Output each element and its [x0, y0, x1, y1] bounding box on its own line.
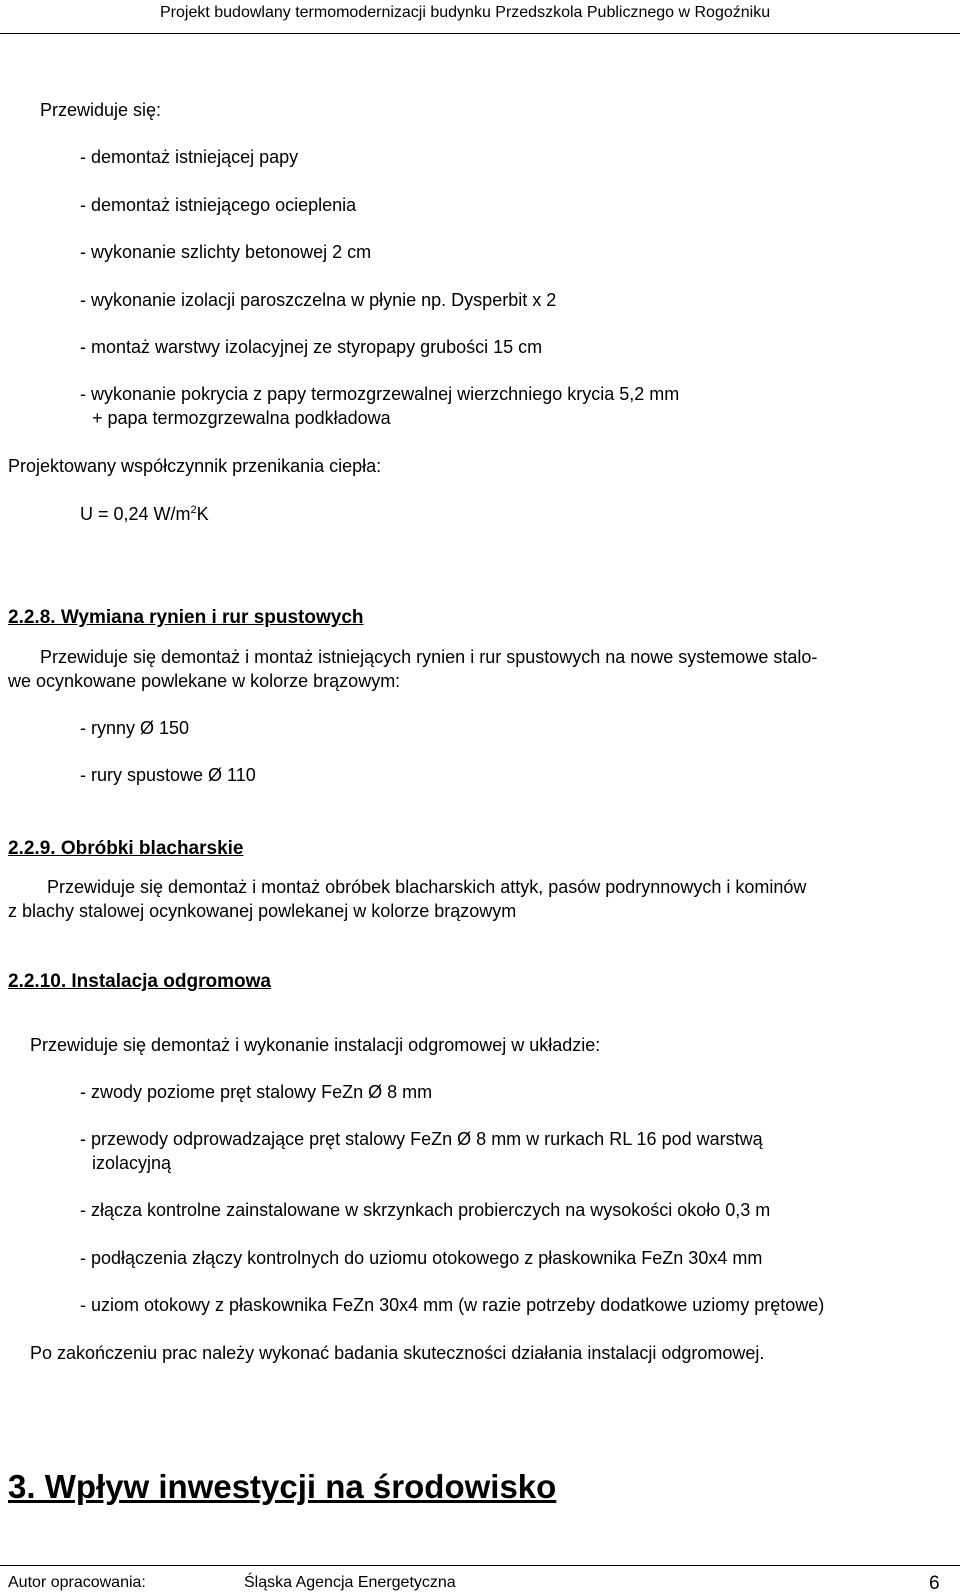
footer-divider: [0, 1565, 960, 1566]
lightning-list-item: - złącza kontrolne zainstalowane w skrzynkach probierczych na wysokości około 0,3 m: [80, 1200, 771, 1220]
section-heading-3: 3. Wpływ inwestycji na środowisko: [8, 1468, 557, 1505]
lightning-list-item-continuation: izolacyjną: [92, 1153, 172, 1173]
section-2-2-10-intro: Przewiduje się demontaż i wykonanie instalacji odgromowej w układzie:: [30, 1035, 601, 1055]
section-2-2-8-paragraph-line: we ocynkowane powlekane w kolorze brązowym:: [8, 671, 401, 691]
roof-list-item: - wykonanie izolacji paroszczelna w płynie np. Dysperbit x 2: [80, 290, 557, 310]
roof-list-item: - wykonanie pokrycia z papy termozgrzewalnej wierzchniego krycia 5,2 mm: [80, 384, 680, 404]
footer-author-name: Śląska Agencja Energetyczna: [244, 1574, 456, 1591]
roof-list-item: - demontaż istniejącej papy: [80, 147, 299, 167]
section-heading-2-2-9: 2.2.9. Obróbki blacharskie: [8, 838, 244, 859]
downpipe-list-item: - rury spustowe Ø 110: [80, 765, 256, 785]
lightning-list-item: - zwody poziome pręt stalowy FeZn Ø 8 mm: [80, 1082, 433, 1102]
lightning-list-item: - przewody odprowadzające pręt stalowy FeZn Ø 8 mm w rurkach RL 16 pod warstwą: [80, 1129, 763, 1149]
roof-list-item-continuation: + papa termozgrzewalna podkładowa: [92, 408, 391, 428]
section-2-2-9-paragraph-line: z blachy stalowej ocynkowanej powlekanej w kolorze brązowym: [8, 901, 517, 921]
roof-intro: Przewiduje się:: [40, 100, 162, 120]
heat-coefficient-label: Projektowany współczynnik przenikania ciepła:: [8, 456, 382, 476]
gutter-list-item: - rynny Ø 150: [80, 718, 190, 738]
footer-author-label: Autor opracowania:: [8, 1574, 146, 1591]
header-divider: [0, 33, 960, 34]
section-2-2-10-closing: Po zakończeniu prac należy wykonać badania skuteczności działania instalacji odgromowej.: [30, 1343, 765, 1363]
roof-list-item: - montaż warstwy izolacyjnej ze styropapy grubości 15 cm: [80, 337, 543, 357]
heat-coefficient-value: U = 0,24 $W/m^2K$: [80, 504, 209, 524]
section-2-2-9-paragraph-line: Przewiduje się demontaż i montaż obróbek blacharskich attyk, pasów podrynnowych i kominów: [47, 877, 807, 897]
running-header-title: Projekt budowlany termomodernizacji budynku Przedszkola Publicznego w Rogoźniku: [160, 4, 771, 21]
page-number: 6: [929, 1573, 940, 1594]
roof-list-item: - demontaż istniejącego ocieplenia: [80, 195, 357, 215]
section-heading-2-2-10: 2.2.10. Instalacja odgromowa: [8, 971, 271, 992]
roof-list-item: - wykonanie szlichty betonowej 2 cm: [80, 242, 372, 262]
lightning-list-item: - podłączenia złączy kontrolnych do uziomu otokowego z płaskownika FeZn 30x4 mm: [80, 1248, 763, 1268]
lightning-list-item: - uziom otokowy z płaskownika FeZn 30x4 mm (w razie potrzeby dodatkowe uziomy prętowe): [80, 1295, 825, 1315]
section-heading-2-2-8: 2.2.8. Wymiana rynien i rur spustowych: [8, 607, 364, 628]
section-2-2-8-paragraph-line: Przewiduje się demontaż i montaż istniejących rynien i rur spustowych na nowe systemowe stalo-: [40, 647, 818, 667]
